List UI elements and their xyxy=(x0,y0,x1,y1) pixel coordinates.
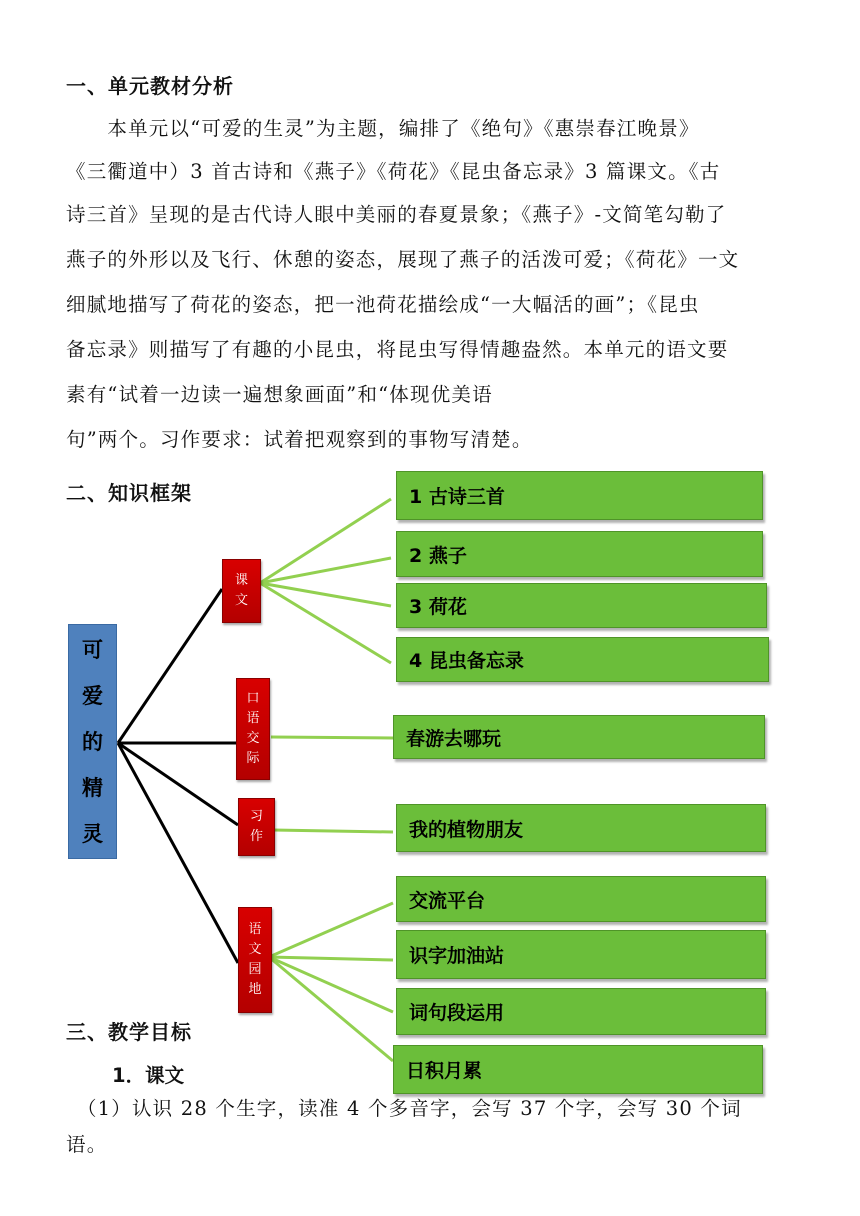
connector-line xyxy=(118,743,238,963)
leaf-node: 春游去哪玩 xyxy=(393,715,765,759)
leaf-node: 词句段运用 xyxy=(396,988,766,1035)
leaf-node: 识字加油站 xyxy=(396,930,766,979)
paragraph-line: 《三衢道中）3 首古诗和《燕子》《荷花》《昆虫备忘录》3 篇课文。《古 xyxy=(66,160,721,183)
leaf-node: 我的植物朋友 xyxy=(396,804,766,852)
paragraph-line: 本单元以“可爱的生灵”为主题，编排了《绝句》《惠崇春江晚景》 xyxy=(66,117,700,140)
paragraph-line: 燕子的外形以及飞行、休憩的姿态，展现了燕子的活泼可爱；《荷花》一文 xyxy=(66,248,740,271)
leaf-node: 交流平台 xyxy=(396,876,766,922)
category-char: 口 xyxy=(246,691,260,706)
category-oral-communication xyxy=(236,678,270,780)
root-char: 精 xyxy=(82,775,103,800)
connector-line xyxy=(269,957,393,1061)
paragraph-line: 素有“试着一边读一遍想象画面”和“体现优美语 xyxy=(66,383,493,406)
category-char: 际 xyxy=(246,751,260,766)
category-char: 文 xyxy=(234,593,248,608)
category-char: 语 xyxy=(246,711,260,726)
category-char: 语 xyxy=(248,922,262,937)
section-1-title: 一、单元教材分析 xyxy=(66,74,234,98)
root-node xyxy=(68,624,117,859)
category-char: 交 xyxy=(246,731,260,746)
connector-line xyxy=(269,957,393,1012)
category-char: 作 xyxy=(249,829,263,844)
root-char: 爱 xyxy=(82,683,103,708)
category-char: 文 xyxy=(248,942,262,957)
category-char: 地 xyxy=(248,982,262,997)
section-3-title: 三、教学目标 xyxy=(66,1020,192,1044)
category-char: 课 xyxy=(234,573,248,588)
connector-line xyxy=(271,737,393,738)
leaf-node: 4 昆虫备忘录 xyxy=(396,637,769,682)
category-writing xyxy=(238,798,275,856)
objective-line: （1）认识 28 个生字，读准 4 个多音字，会写 37 个字，会写 30 个词 xyxy=(66,1097,742,1120)
connector-line xyxy=(269,957,393,960)
objective-line: 语。 xyxy=(66,1133,108,1156)
root-char: 的 xyxy=(82,729,103,754)
paragraph-line: 诗三首》呈现的是古代诗人眼中美丽的春夏景象；《燕子》-文简笔勾勒了 xyxy=(66,203,727,226)
leaf-node: 日积月累 xyxy=(393,1045,763,1094)
connector-line xyxy=(118,589,222,743)
category-char: 园 xyxy=(248,962,262,977)
category-lessons xyxy=(222,559,261,623)
root-char: 灵 xyxy=(82,821,103,846)
paragraph-line: 句”两个。习作要求：试着把观察到的事物写清楚。 xyxy=(66,428,533,451)
category-char: 习 xyxy=(249,809,263,824)
paragraph-line: 备忘录》则描写了有趣的小昆虫，将昆虫写得情趣盎然。本单元的语文要 xyxy=(66,338,729,361)
connector-line xyxy=(269,903,393,957)
connector-line xyxy=(273,830,393,832)
root-char: 可 xyxy=(82,637,103,662)
paragraph-line: 细腻地描写了荷花的姿态，把一池荷花描绘成“一大幅活的画”；《昆虫 xyxy=(66,293,700,316)
section-2-title: 二、知识框架 xyxy=(66,481,192,505)
leaf-node: 3 荷花 xyxy=(396,583,767,628)
objective-lessons-title: 1．课文 xyxy=(112,1064,185,1087)
leaf-node: 2 燕子 xyxy=(396,531,763,577)
leaf-node: 1 古诗三首 xyxy=(396,471,763,520)
category-chinese-garden xyxy=(238,907,272,1013)
connector-line xyxy=(118,743,238,825)
